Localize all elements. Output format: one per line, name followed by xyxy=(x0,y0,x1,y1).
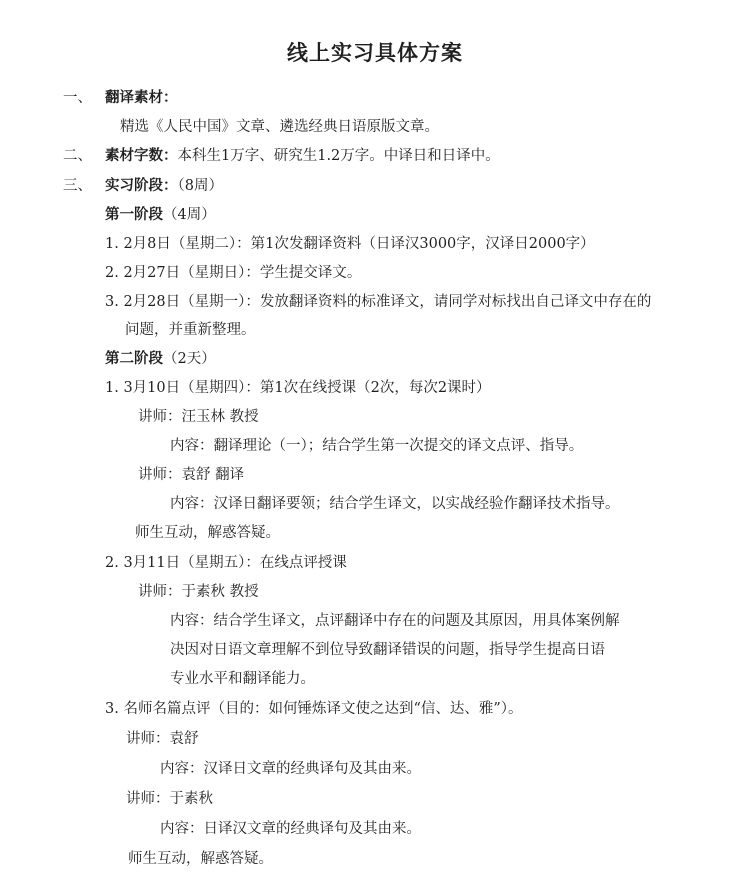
section-2-number: 二、 xyxy=(63,148,92,164)
section-1-number: 一、 xyxy=(63,90,92,106)
stage-2-heading: 第二阶段 xyxy=(105,351,163,367)
content-1: 内容：翻译理论（一）；结合学生第一次提交的译文点评、指导。 xyxy=(170,438,584,454)
lecturer-3: 讲师：于素秋 教授 xyxy=(138,584,259,600)
stage-2-item-2: 2. 3月11日（星期五）：在线点评授课 xyxy=(105,555,347,571)
section-2-heading: 素材字数： xyxy=(105,148,178,164)
stage-1-item-1: 1. 2月8日（星期二）：第1次发翻译资料（日译汉3000字，汉译日2000字） xyxy=(105,236,595,252)
stage-1-line xyxy=(105,205,216,225)
section-2-text: 本科生1万字、研究生1.2万字。中译日和日译中。 xyxy=(177,148,500,164)
stage-1-item-2: 2. 2月27日（星期日）：学生提交译文。 xyxy=(105,265,362,281)
section-1-text: 精选《人民中国》文章、遴选经典日语原版文章。 xyxy=(120,119,439,135)
lecturer-2: 讲师：袁舒 翻译 xyxy=(138,467,245,483)
stage-1-item-3-continued: 问题，并重新整理。 xyxy=(125,322,256,338)
section-2-line xyxy=(105,146,500,166)
stage-2-item-3: 3. 名师名篇点评（目的：如何锤炼译文使之达到“信、达、雅”）。 xyxy=(105,701,523,717)
stage-2-duration: （2天） xyxy=(163,351,216,367)
lecturer-1: 讲师：汪玉林 教授 xyxy=(138,409,259,425)
interaction-1: 师生互动，解惑答疑。 xyxy=(135,525,280,541)
section-3-text: （8周） xyxy=(177,178,223,194)
lecturer-4: 讲师：袁舒 xyxy=(126,731,199,747)
lecturer-5: 讲师：于素秋 xyxy=(126,791,213,807)
stage-1-duration: （4周） xyxy=(163,207,216,223)
stage-2-line xyxy=(105,349,216,369)
section-3-number: 三、 xyxy=(63,178,92,194)
content-3-line-3: 专业水平和翻译能力。 xyxy=(170,671,315,687)
stage-1-item-3: 3. 2月28日（星期一）：发放翻译资料的标准译文，请同学对标找出自己译文中存在的 xyxy=(105,294,652,310)
content-4: 内容：汉译日文章的经典译句及其由来。 xyxy=(160,761,421,777)
section-3-line xyxy=(105,176,223,196)
stage-1-heading: 第一阶段 xyxy=(105,207,163,223)
interaction-2: 师生互动，解惑答疑。 xyxy=(128,851,273,867)
content-3-line-2: 决因对日语文章理解不到位导致翻译错误的问题，指导学生提高日语 xyxy=(170,642,605,658)
section-3-heading: 实习阶段： xyxy=(105,178,178,194)
content-2: 内容：汉译日翻译要领；结合学生译文，以实战经验作翻译技术指导。 xyxy=(170,496,620,512)
section-1-heading: 翻译素材： xyxy=(105,90,178,106)
content-5: 内容：日译汉文章的经典译句及其由来。 xyxy=(160,821,421,837)
content-3-line-1: 内容：结合学生译文，点评翻译中存在的问题及其原因，用具体案例解 xyxy=(170,613,620,629)
page-title: 线上实习具体方案 xyxy=(287,41,463,65)
stage-2-item-1: 1. 3月10日（星期四）：第1次在线授课（2次，每次2课时） xyxy=(105,380,491,396)
